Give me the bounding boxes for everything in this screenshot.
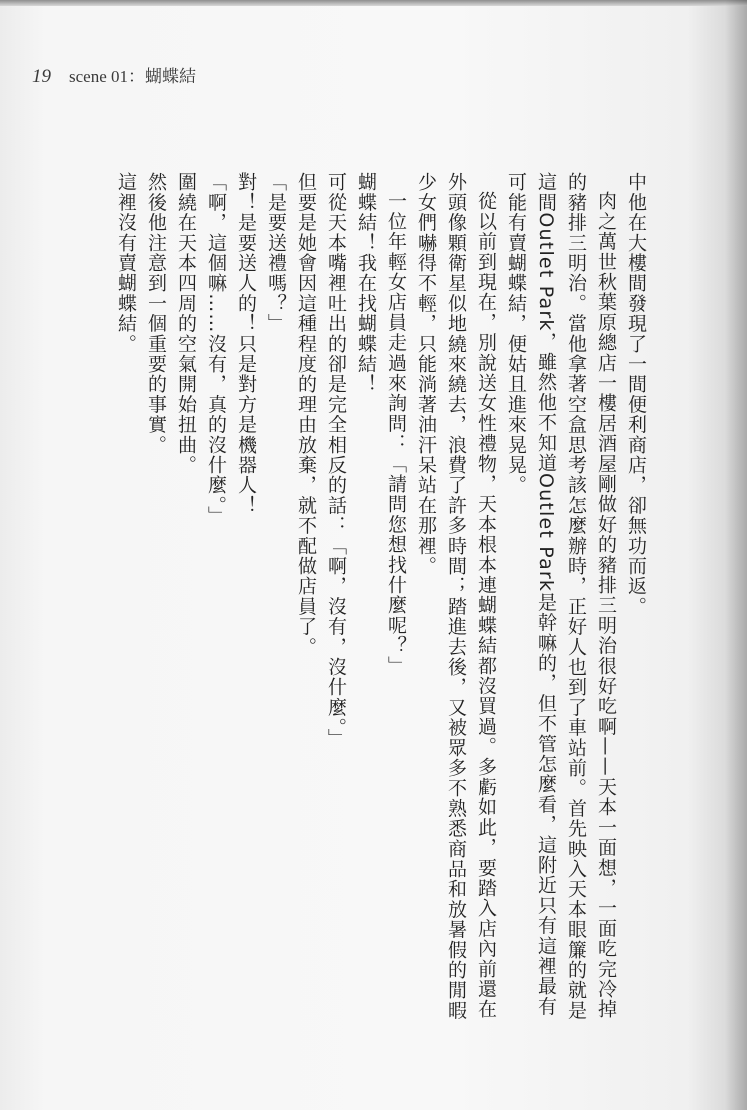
paragraph: 可從天本嘴裡吐出的卻是完全相反的話：「啊，沒有，沒什麼。」 <box>325 172 347 749</box>
paragraph: 「是要送禮嗎？」 <box>265 172 287 334</box>
paragraph: 中他在大樓間發現了一間便利商店，卻無功而返。 <box>625 172 647 617</box>
paragraph: 從以前到現在，別說送女性禮物，天本根本連蝴蝶結都沒買過。多虧如此，要踏入店內前還在外頭像顆衛星似地繞來繞去，浪費了許多時間；踏進去後，又被眾多不熟悉商品和放暑假的閒暇少女們嚇得不輕，只能淌著油汗呆站在那裡。 <box>415 172 497 1021</box>
chapter-title: scene 01：蝴蝶結 <box>69 67 197 86</box>
running-header <box>32 62 196 90</box>
paragraph: 這裡沒有賣蝴蝶結。 <box>115 172 137 354</box>
paragraph: 一位年輕女店員走過來詢問：「請問您想找什麼呢？」 <box>385 191 407 676</box>
paragraph: 「啊，這個嘛……沒有，真的沒什麼。」 <box>205 172 227 527</box>
paragraph: 但要是她會因這種程度的理由放棄，就不配做店員了。 <box>295 172 317 657</box>
page-number: 19 <box>32 66 51 87</box>
paragraph: 圍繞在天本四周的空氣開始扭曲。 <box>175 172 197 475</box>
page-top-edge <box>0 0 747 6</box>
paragraph: 蝴蝶結！我在找蝴蝶結！ <box>355 172 377 395</box>
paragraph: 然後他注意到一個重要的事實。 <box>145 172 167 455</box>
page-spine-shadow <box>725 0 747 1110</box>
paragraph: 肉之萬世秋葉原總店一樓居酒屋剛做好的豬排三明治很好吃啊——天本一面想，一面吃完冷掉的豬排三明治。當他拿著空盒思考該怎麼辦時，正好人也到了車站前。首先映入天本眼簾的就是這間Outlet Park，雖然他不知道Outlet Park是幹嘛的，但不管怎麼看，這附近只有這裡最有可能有賣蝴蝶結，便姑且進來晃晃。 <box>505 172 617 1021</box>
vertical-text-body <box>111 172 651 1022</box>
paragraph: 對！是要送人的！只是對方是機器人！ <box>235 172 257 516</box>
